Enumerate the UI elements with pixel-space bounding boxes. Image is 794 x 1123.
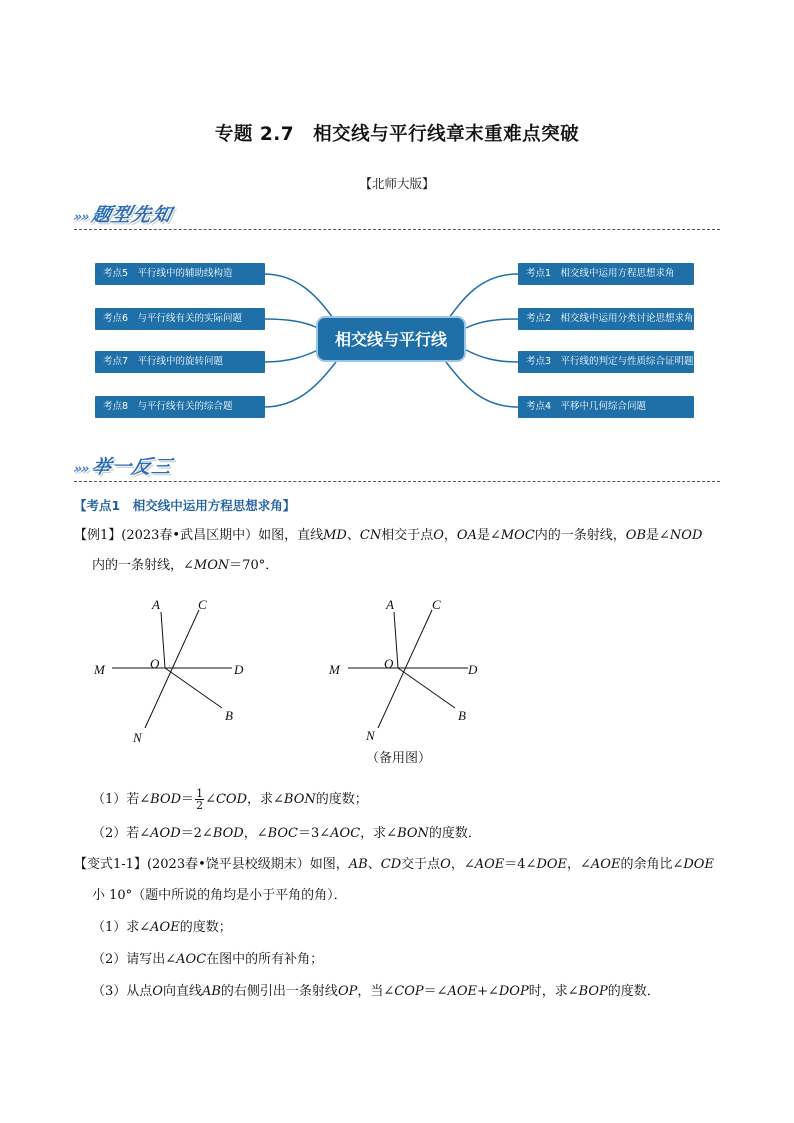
point-label-O: O xyxy=(384,656,394,671)
text: （2）若∠ xyxy=(92,826,151,841)
math: COD xyxy=(215,792,247,807)
math: OB xyxy=(625,528,647,543)
text: ，∠ xyxy=(243,826,268,841)
text: ＝4∠ xyxy=(504,857,537,872)
text: 相交于点 xyxy=(381,528,434,543)
text: 时，求∠ xyxy=(528,984,579,999)
text: ，∠ xyxy=(567,857,591,872)
point-label-N: N xyxy=(366,728,375,743)
text: 如图，直线 xyxy=(258,528,324,543)
math: O xyxy=(440,857,451,872)
mindmap-node-topic5: 考点5 平行线中的辅助线构造 xyxy=(95,263,265,285)
text: 的度数； xyxy=(179,920,232,935)
mindmap-node-topic8: 考点8 与平行线有关的综合题 xyxy=(95,396,265,418)
math: AOE xyxy=(590,857,621,872)
text: ，求∠ xyxy=(360,826,398,841)
fraction xyxy=(195,788,204,811)
connector-right-2 xyxy=(466,319,518,328)
point-label-B: B xyxy=(458,708,466,723)
dashed-divider xyxy=(74,481,720,482)
point-label-B: B xyxy=(225,708,233,723)
math: MON xyxy=(193,558,230,573)
ray-OA xyxy=(394,612,398,668)
text: 内的一条射线， xyxy=(534,528,626,543)
math: OP xyxy=(337,984,358,999)
text: 在图中的所有补角； xyxy=(206,952,324,967)
mindmap-node-topic1: 考点1 相交线中运用方程思想求角 xyxy=(518,263,694,285)
point-label-D: D xyxy=(468,662,478,677)
example-question-2 xyxy=(92,824,481,844)
topic-heading: 【考点1 相交线中运用方程思想求角】 xyxy=(74,498,296,513)
point-label-N: N xyxy=(133,730,142,745)
math: COP xyxy=(394,984,424,999)
text: ＝70°． xyxy=(229,558,279,573)
example-line-2 xyxy=(92,556,278,576)
math: AOE xyxy=(474,857,505,872)
edition-label: 【北师大版】 xyxy=(359,176,435,191)
text: ， xyxy=(443,528,457,543)
text: 的右侧引出一条射线 xyxy=(220,984,338,999)
math: AB xyxy=(348,857,368,872)
point-label-M: M xyxy=(329,662,340,677)
mindmap-node-topic2: 考点2 相交线中运用分类讨论思想求角 xyxy=(518,308,694,330)
math: O xyxy=(433,528,444,543)
variant-question-3 xyxy=(92,982,660,1002)
variant-line-1 xyxy=(74,855,714,875)
text: ＝∠ xyxy=(423,984,448,999)
point-label-A: A xyxy=(386,597,394,612)
math: BON xyxy=(397,826,429,841)
math: NOD xyxy=(669,528,703,543)
point-label-C: C xyxy=(432,597,441,612)
text: （1）求∠ xyxy=(92,920,151,935)
connector-right-4 xyxy=(446,362,518,407)
text: ＝2∠ xyxy=(180,826,213,841)
text: ＝ xyxy=(181,792,195,807)
variant-line-2: 小 10°（题中所说的角均是小于平角的角）． xyxy=(92,888,347,903)
math: AOC xyxy=(176,952,207,967)
text: ＝3∠ xyxy=(298,826,331,841)
text: 的度数． xyxy=(607,984,660,999)
numerator: 1 xyxy=(196,787,204,800)
point-label-C: C xyxy=(198,597,207,612)
math: AOE xyxy=(447,984,478,999)
mindmap-node-topic4: 考点4 平移中几何综合问题 xyxy=(518,396,694,418)
variant-question-1 xyxy=(92,918,232,938)
point-label-M: M xyxy=(94,662,105,677)
text: 、 xyxy=(367,857,381,872)
math: BOP xyxy=(578,984,608,999)
banner-title: 题型先知 xyxy=(89,204,175,226)
text: 如图， xyxy=(309,857,349,872)
text: （3）从点 xyxy=(92,984,153,999)
math: DOP xyxy=(498,984,529,999)
math: OA xyxy=(456,528,477,543)
page-title: 专题 2.7 相交线与平行线章末重难点突破 xyxy=(214,124,580,145)
text: 的度数； xyxy=(315,792,368,807)
math: BOC xyxy=(267,826,298,841)
variant-question-2 xyxy=(92,950,323,970)
ray-OB xyxy=(165,668,222,708)
text: 向直线 xyxy=(162,984,202,999)
point-label-D: D xyxy=(234,662,244,677)
example-line-1 xyxy=(74,526,702,546)
connector-left-1 xyxy=(264,274,336,322)
figure-main xyxy=(112,610,232,728)
text: ∠ xyxy=(205,792,216,807)
math: CD xyxy=(380,857,402,872)
math: CN xyxy=(359,528,382,543)
math: MOC xyxy=(500,528,535,543)
math: DOE xyxy=(536,857,568,872)
text: ，当∠ xyxy=(357,984,395,999)
math: DOE xyxy=(683,857,714,872)
geometry-figures xyxy=(0,580,794,770)
mindmap-node-topic6: 考点6 与平行线有关的实际问题 xyxy=(95,308,265,330)
math: BOD xyxy=(150,792,182,807)
denominator: 2 xyxy=(196,799,204,812)
example-source: (2023春•武昌区期中） xyxy=(121,528,259,543)
text: 内的一条射线，∠ xyxy=(92,558,194,573)
variant-tag: 【变式1-1】 xyxy=(74,857,147,872)
math: AB xyxy=(201,984,221,999)
mindmap-node-topic7: 考点7 平行线中的旋转问题 xyxy=(95,351,265,373)
connector-left-4 xyxy=(264,362,336,407)
text: 是∠ xyxy=(476,528,501,543)
ray-OB xyxy=(398,668,455,708)
mindmap-node-topic3: 考点3 平行线的判定与性质综合证明题 xyxy=(518,351,694,373)
text: 的余角比∠ xyxy=(620,857,684,872)
math: O xyxy=(152,984,163,999)
connector-right-3 xyxy=(466,350,518,362)
banner-arrow-icon: »» xyxy=(71,210,90,225)
ray-OA xyxy=(161,612,165,668)
banner-arrow-icon: »» xyxy=(71,462,90,477)
point-label-A: A xyxy=(152,597,160,612)
text: （1）若∠ xyxy=(92,792,151,807)
connector-left-2 xyxy=(264,319,318,328)
text: （2）请写出∠ xyxy=(92,952,177,967)
figure-caption: （备用图） xyxy=(366,751,432,766)
text: ，∠ xyxy=(450,857,475,872)
banner-title: 举一反三 xyxy=(89,456,175,478)
math: AOE xyxy=(150,920,180,935)
mindmap-center-node: 相交线与平行线 xyxy=(316,316,466,362)
math: AOC xyxy=(330,826,361,841)
connector-left-3 xyxy=(264,350,318,362)
text: ，求∠ xyxy=(247,792,284,807)
text: 的度数． xyxy=(428,826,481,841)
example-question-1 xyxy=(92,788,368,811)
math: BOD xyxy=(212,826,244,841)
variant-source: (2023春•饶平县校级期末） xyxy=(146,857,310,872)
example-tag: 【例1】 xyxy=(74,528,122,543)
point-label-O: O xyxy=(150,656,160,671)
math: AOD xyxy=(150,826,181,841)
connector-right-1 xyxy=(446,274,518,322)
text: 是∠ xyxy=(646,528,670,543)
math: BON xyxy=(283,792,316,807)
text: +∠ xyxy=(477,984,499,999)
text: 交于点 xyxy=(401,857,441,872)
section-banner-practice xyxy=(71,452,175,482)
figure-backup xyxy=(348,610,468,728)
text: 、 xyxy=(346,528,360,543)
math: MD xyxy=(323,528,347,543)
